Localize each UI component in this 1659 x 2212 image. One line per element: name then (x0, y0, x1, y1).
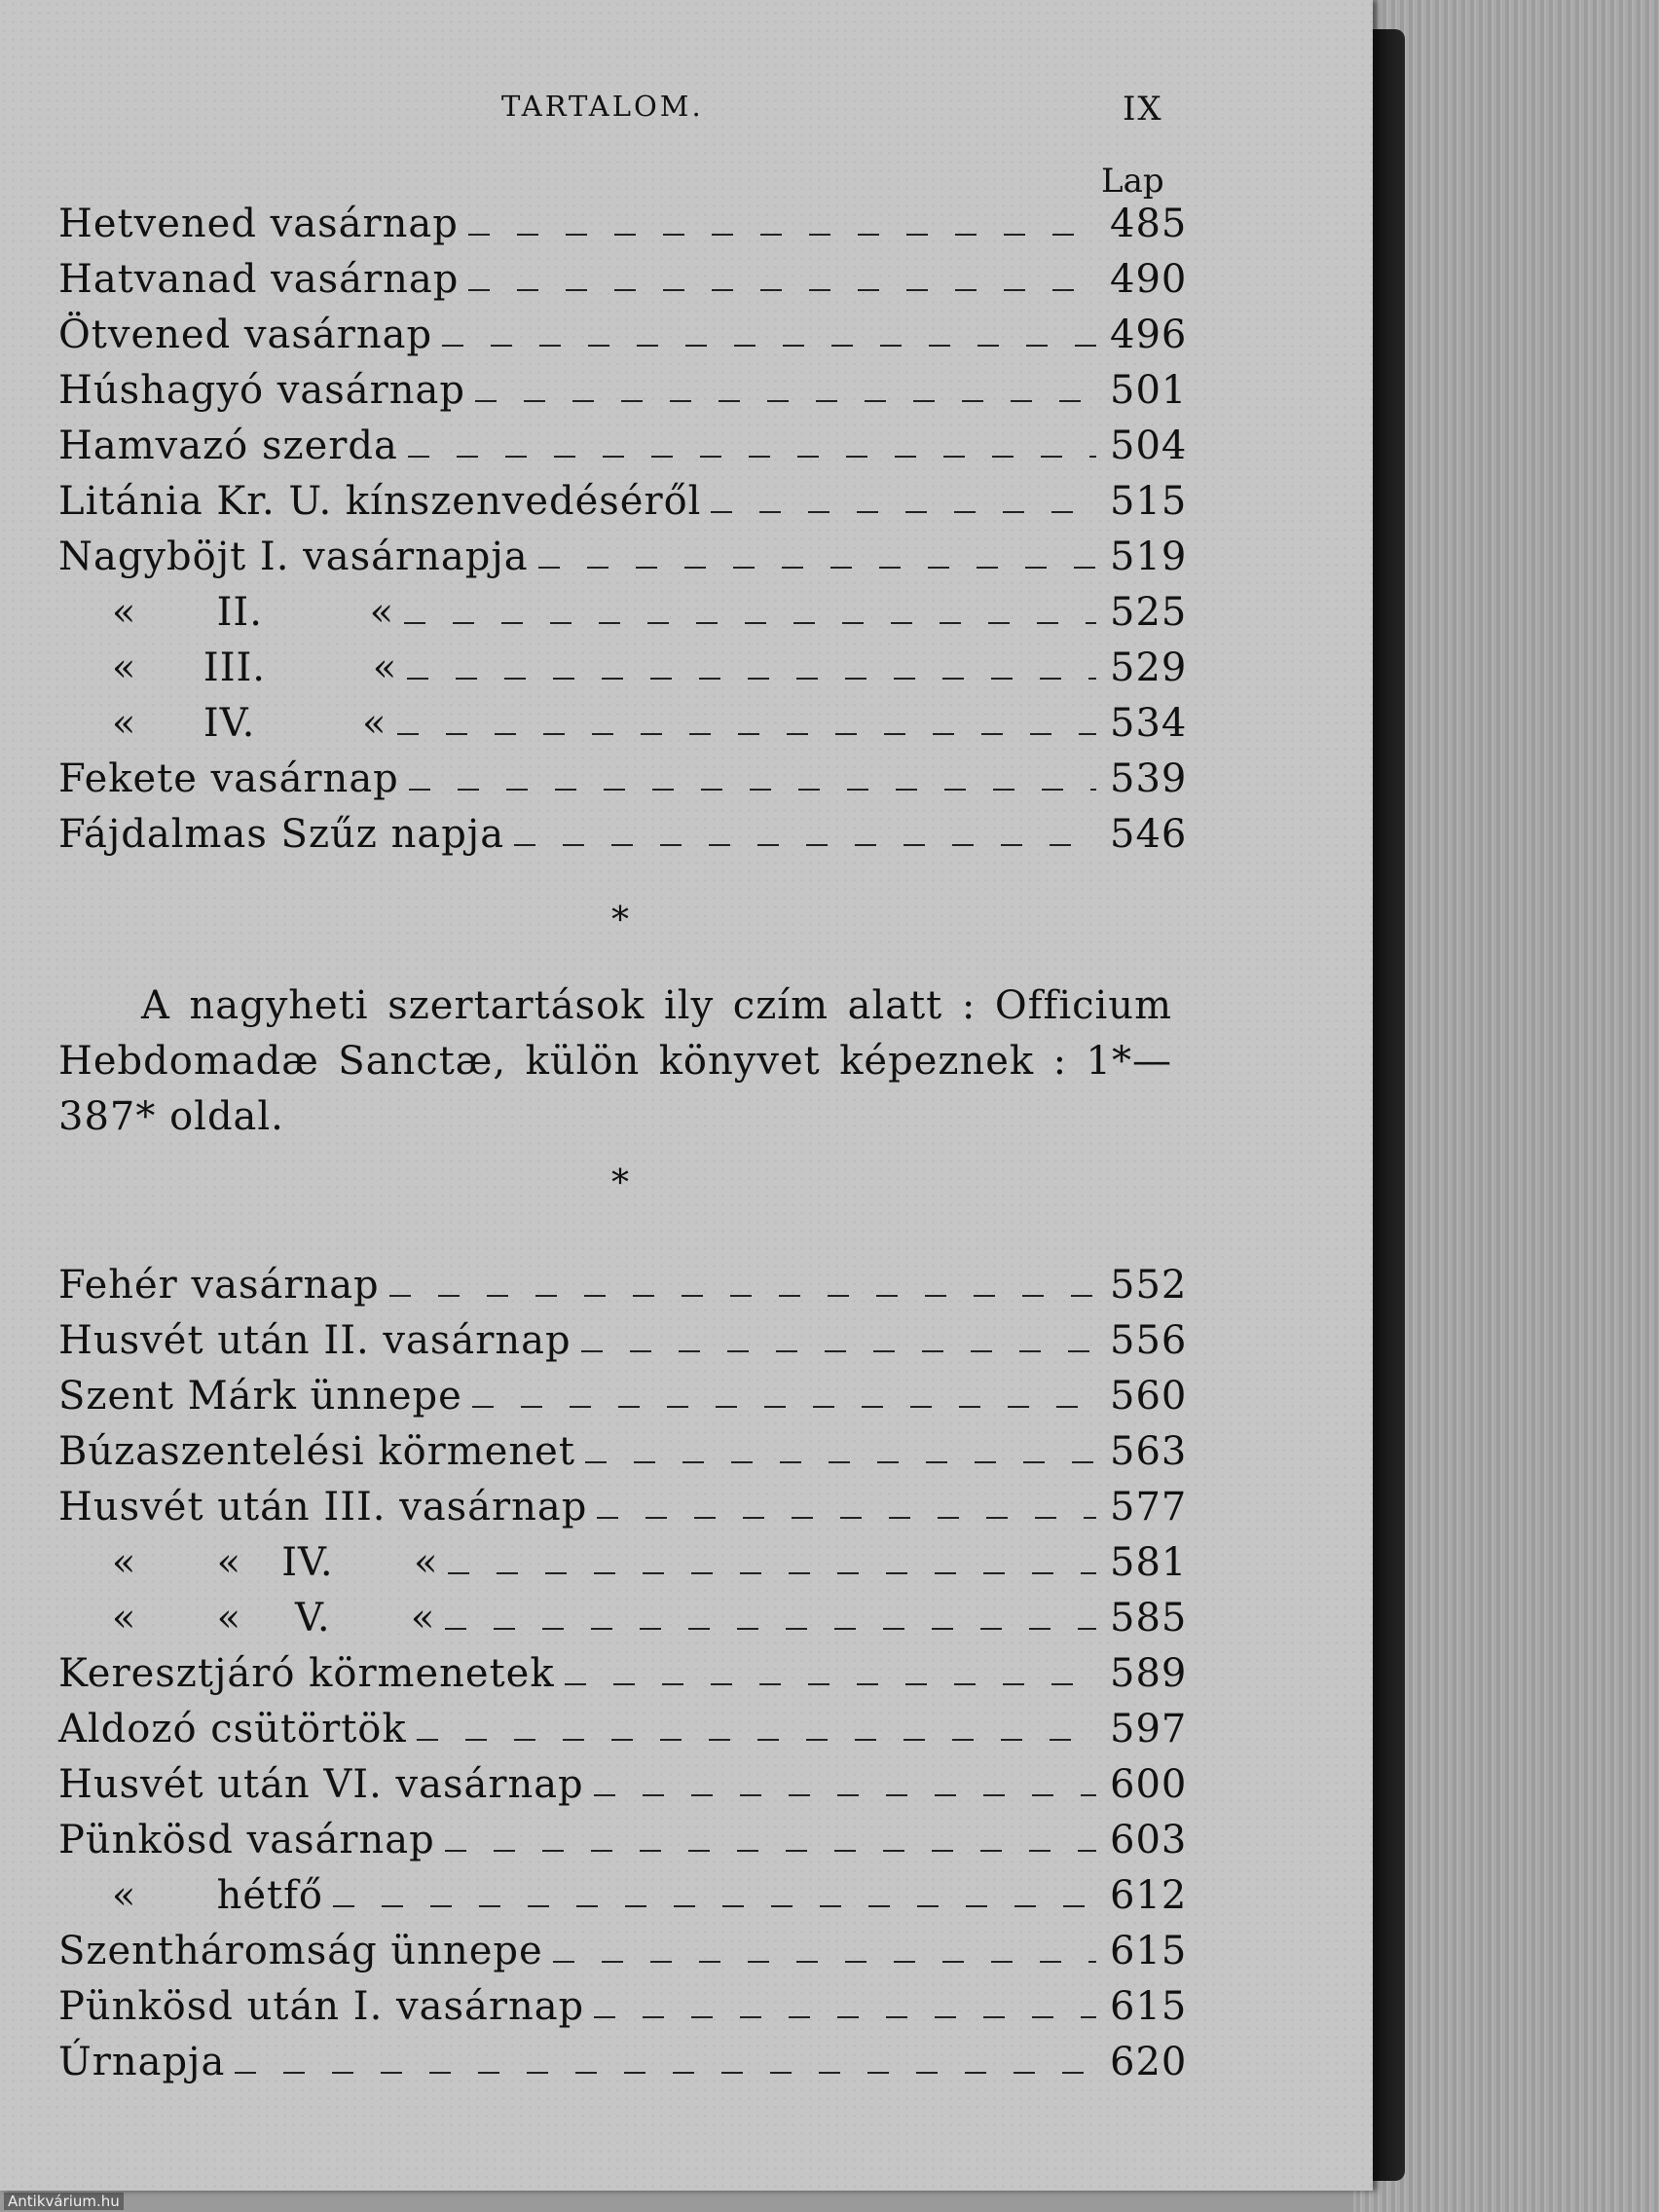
dot-leader (594, 2016, 1096, 2018)
dot-leader (448, 1572, 1096, 1574)
toc-row (58, 1757, 1188, 1813)
toc-row (58, 2035, 1188, 2090)
dot-leader (553, 1961, 1096, 1963)
table-of-contents-part-2 (58, 1258, 1188, 2090)
toc-entry-title: « hétfő (58, 1873, 324, 1918)
dot-leader (468, 234, 1096, 236)
toc-row (58, 807, 1188, 863)
toc-page-number: 589 (1110, 1651, 1188, 1696)
dot-leader (409, 789, 1096, 791)
toc-entry-title: Hamvazó szerda (58, 424, 398, 468)
toc-row (58, 1813, 1188, 1868)
toc-row (58, 1369, 1188, 1424)
toc-page-number: 519 (1110, 535, 1188, 579)
dot-leader (565, 1683, 1096, 1685)
toc-entry-title: Húshagyó vasárnap (58, 368, 465, 413)
toc-page-number: 560 (1110, 1374, 1188, 1419)
page-number: IX (1123, 90, 1163, 129)
toc-entry-title: « II. « (58, 590, 395, 635)
toc-row (58, 585, 1188, 641)
toc-row (58, 696, 1188, 752)
toc-page-number: 529 (1110, 645, 1188, 690)
toc-page-number: 585 (1110, 1596, 1188, 1641)
toc-page-number: 615 (1110, 1929, 1188, 1973)
toc-row (58, 252, 1188, 308)
running-header-title: TARTALOM. (501, 90, 704, 123)
toc-row (58, 752, 1188, 807)
dot-leader (333, 1905, 1096, 1907)
toc-row (58, 474, 1188, 530)
dot-leader (597, 1517, 1096, 1519)
dot-leader (475, 400, 1096, 402)
dot-leader (407, 678, 1096, 680)
toc-row (58, 1979, 1188, 2035)
toc-page-number: 485 (1110, 202, 1188, 246)
toc-row (58, 363, 1188, 419)
toc-row (58, 641, 1188, 696)
toc-row (58, 1480, 1188, 1535)
toc-page-number: 504 (1110, 424, 1188, 468)
toc-entry-title: Szentháromság ünnepe (58, 1929, 543, 1973)
toc-page-number: 600 (1110, 1762, 1188, 1807)
toc-row (58, 308, 1188, 363)
toc-entry-title: Pünkösd után I. vasárnap (58, 1984, 585, 2029)
toc-page-number: 534 (1110, 701, 1188, 746)
toc-page-number: 597 (1110, 1707, 1188, 1751)
toc-page-number: 496 (1110, 313, 1188, 357)
dot-leader (472, 1406, 1096, 1408)
toc-page-number: 620 (1110, 2040, 1188, 2084)
separator-asterisk: * (611, 1163, 629, 1203)
dot-leader (594, 1794, 1096, 1796)
toc-entry-title: « « V. « (58, 1596, 436, 1641)
toc-entry-title: Hatvanad vasárnap (58, 257, 460, 302)
toc-row (58, 1424, 1188, 1480)
toc-entry-title: Szent Márk ünnepe (58, 1374, 462, 1419)
toc-page-number: 501 (1110, 368, 1188, 413)
dot-leader (404, 622, 1096, 624)
toc-entry-title: Keresztjáró körmenetek (58, 1651, 555, 1696)
dot-leader (442, 345, 1096, 347)
toc-row (58, 1868, 1188, 1924)
toc-page-number: 556 (1110, 1318, 1188, 1363)
dot-leader (417, 1739, 1096, 1741)
toc-entry-title: Aldozó csütörtök (58, 1707, 407, 1751)
note-paragraph (58, 978, 1172, 1145)
toc-entry-title: « IV. « (58, 701, 387, 746)
dot-leader (581, 1350, 1096, 1352)
dot-leader (408, 456, 1096, 458)
toc-entry-title: Ötvened vasárnap (58, 313, 433, 357)
separator-asterisk: * (611, 901, 629, 940)
dot-leader (389, 1295, 1096, 1297)
toc-page-number: 539 (1110, 756, 1188, 801)
toc-entry-title: Husvét után III. vasárnap (58, 1485, 588, 1530)
dot-leader (514, 844, 1096, 846)
toc-entry-title: Búzaszentelési körmenet (58, 1429, 575, 1474)
toc-entry-title: Husvét után VI. vasárnap (58, 1762, 584, 1807)
toc-entry-title: Úrnapja (58, 2040, 226, 2084)
toc-entry-title: Nagyböjt I. vasárnapja (58, 535, 529, 579)
toc-page-number: 577 (1110, 1485, 1188, 1530)
column-label-page: Lap (1101, 162, 1164, 201)
toc-page-number: 546 (1110, 812, 1188, 857)
note-text: A nagyheti szertartások ily czím alatt : Officium Hebdomadæ Sanctæ, külön könyvet képeznek : 1*—387* oldal. (58, 983, 1172, 1139)
dot-leader (445, 1628, 1096, 1630)
toc-entry-title: Fájdalmas Szűz napja (58, 812, 505, 857)
toc-row (58, 1535, 1188, 1591)
dot-leader (711, 511, 1096, 513)
toc-row (58, 197, 1188, 252)
toc-entry-title: Pünkösd vasárnap (58, 1818, 435, 1862)
toc-entry-title: Husvét után II. vasárnap (58, 1318, 571, 1363)
watermark: Antikvárium.hu (4, 2193, 124, 2210)
dot-leader (397, 733, 1096, 735)
dot-leader (538, 567, 1096, 569)
toc-page-number: 612 (1110, 1873, 1188, 1918)
toc-entry-title: Litánia Kr. U. kínszenvedéséről (58, 479, 702, 524)
toc-entry-title: Fekete vasárnap (58, 756, 399, 801)
dot-leader (585, 1461, 1096, 1463)
toc-page-number: 563 (1110, 1429, 1188, 1474)
toc-entry-title: Hetvened vasárnap (58, 202, 459, 246)
toc-page-number: 515 (1110, 479, 1188, 524)
toc-page-number: 552 (1110, 1263, 1188, 1308)
dot-leader (445, 1850, 1096, 1852)
toc-page-number: 581 (1110, 1540, 1188, 1585)
dot-leader (468, 289, 1096, 291)
dot-leader (235, 2072, 1096, 2074)
toc-entry-title: « « IV. « (58, 1540, 439, 1585)
toc-row (58, 1924, 1188, 1979)
toc-row (58, 530, 1188, 585)
toc-page-number: 525 (1110, 590, 1188, 635)
toc-page-number: 490 (1110, 257, 1188, 302)
toc-page-number: 603 (1110, 1818, 1188, 1862)
toc-row (58, 1591, 1188, 1646)
toc-row (58, 1313, 1188, 1369)
toc-page-number: 615 (1110, 1984, 1188, 2029)
table-of-contents-part-1 (58, 197, 1188, 863)
toc-row (58, 419, 1188, 474)
toc-row (58, 1646, 1188, 1702)
toc-entry-title: Fehér vasárnap (58, 1263, 380, 1308)
toc-row (58, 1702, 1188, 1757)
toc-row (58, 1258, 1188, 1313)
toc-entry-title: « III. « (58, 645, 398, 690)
